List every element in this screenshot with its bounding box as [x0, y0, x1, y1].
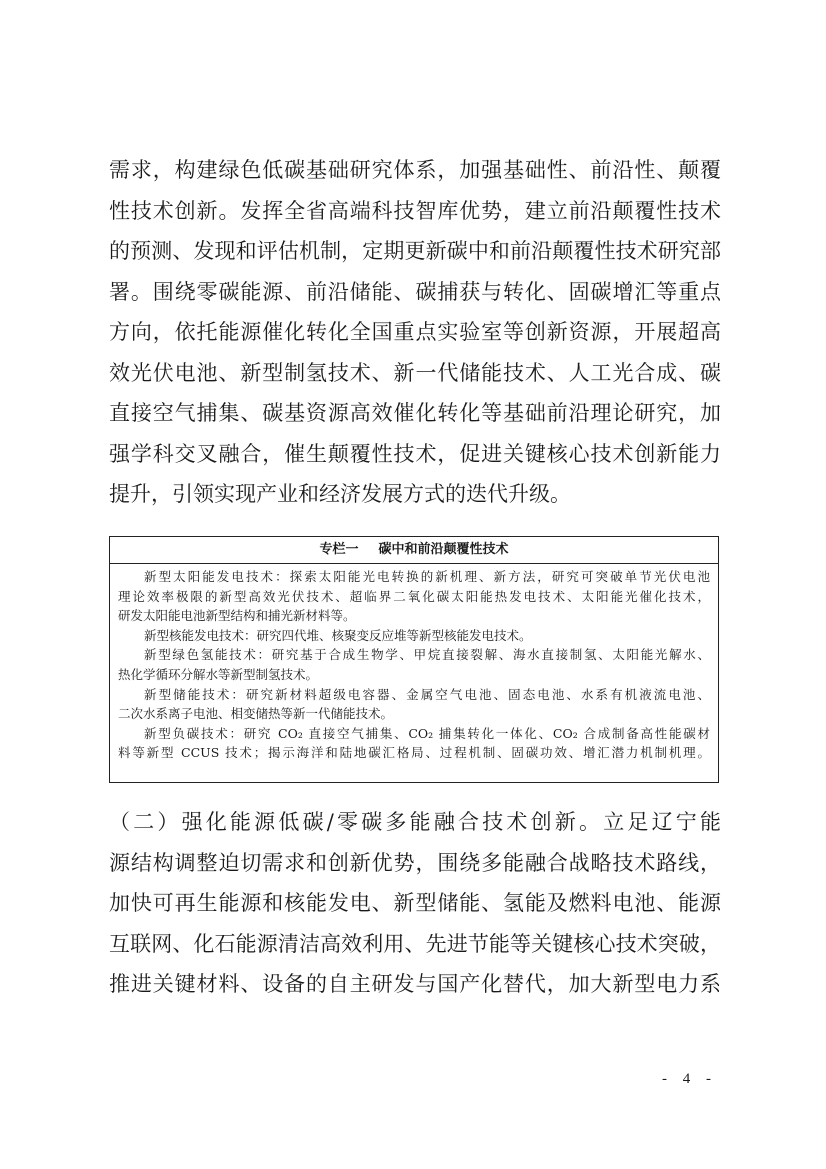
paragraph-line: 需求，构建绿色低碳基础研究体系，加强基础性、前沿性、颠覆 [109, 158, 721, 182]
sidebar-box [109, 536, 719, 783]
box-line: 二次水系离子电池、相变储热等新一代储能技术。 [118, 706, 394, 722]
body-paragraph-1 [109, 150, 721, 515]
paragraph-line: 互联网、化石能源清洁高效利用、先进节能等关键核心技术突破， [109, 931, 721, 956]
paragraph-line: 的预测、发现和评估机制，定期更新碳中和前沿颠覆性技术研究部 [109, 239, 721, 263]
box-line: 新型绿色氢能技术：研究基于合成生物学、甲烷直接裂解、海水直接制氢、太阳能光解水、 [144, 647, 710, 663]
box-heading: 碳中和前沿颠覆性技术 [378, 542, 509, 557]
paragraph-line: 署。围绕零碳能源、前沿储能、碳捕获与转化、固碳增汇等重点 [109, 279, 721, 304]
box-label: 专栏一 [319, 542, 359, 557]
box-line: 新型储能技术：研究新材料超级电容器、金属空气电池、固态电池、水系有机液流电池、 [144, 686, 710, 702]
body-paragraph-2 [109, 802, 721, 1005]
paragraph-line: 性技术创新。发挥全省高端科技智库优势，建立前沿颠覆性技术 [109, 198, 721, 223]
paragraph-line: 方向，依托能源催化转化全国重点实验室等创新资源，开展超高 [109, 320, 721, 344]
paragraph-line: 效光伏电池、新型制氢技术、新一代储能技术、人工光合成、碳 [109, 360, 721, 385]
section-heading-line: （二）强化能源低碳/零碳多能融合技术创新。立足辽宁能 [109, 810, 721, 834]
box-line: 新型负碳技术：研究 CO₂ 直接空气捕集、CO₂ 捕集转化一体化、CO₂ 合成制备高性能碳材 [144, 725, 710, 741]
box-line: 料等新型 CCUS 技术；揭示海洋和陆地碳汇格局、过程机制、固碳功效、增汇潜力机制机理。 [118, 745, 710, 761]
paragraph-line: 提升，引领实现产业和经济发展方式的迭代升级。 [109, 482, 571, 506]
box-line: 新型太阳能发电技术：探索太阳能光电转换的新机理、新方法，研究可突破单节光伏电池 [144, 569, 710, 584]
box-line: 热化学循环分解水等新型制氢技术。 [118, 666, 319, 682]
box-title [110, 537, 718, 564]
paragraph-line: 直接空气捕集、碳基资源高效催化转化等基础前沿理论研究，加 [109, 401, 721, 425]
box-body [110, 564, 718, 763]
paragraph-line: 推进关键材料、设备的自主研发与国产化替代，加大新型电力系 [109, 972, 721, 996]
box-line: 理论效率极限的新型高效光伏技术、超临界二氧化碳太阳能热发电技术、太阳能光催化技术， [118, 588, 710, 604]
box-line: 研发太阳能电池新型结构和捕光新材料等。 [118, 608, 356, 624]
box-line: 新型核能发电技术：研究四代堆、核聚变反应堆等新型核能发电技术。 [144, 627, 532, 643]
paragraph-line: 强学科交叉融合，催生颠覆性技术，促进关键核心技术创新能力 [109, 441, 721, 466]
page-number: - 4 - [662, 1071, 717, 1087]
paragraph-line: 加快可再生能源和核能发电、新型储能、氢能及燃料电池、能源 [109, 891, 721, 915]
paragraph-line: 源结构调整迫切需求和创新优势，围绕多能融合战略技术路线， [109, 850, 721, 875]
